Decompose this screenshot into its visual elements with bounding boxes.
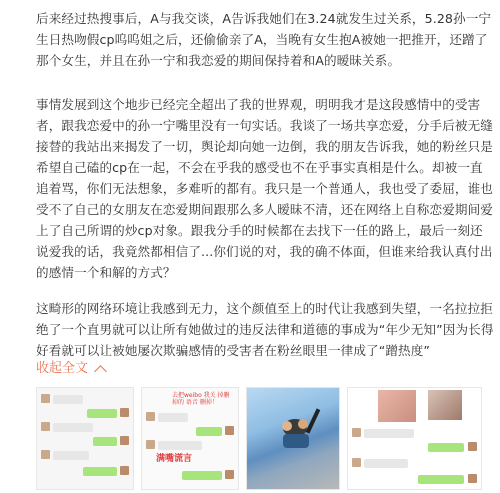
post-paragraph-1: 后来经过热搜事后，A与我交谈，A告诉我她们在3.24就发生过关系，5.28孙一宁生日热吻假cp呜呜姐之后，还偷偷亲了A，当晚有女生抱A被她一把推开，还蹭了那个女生，并且在孙一宁和我恋爱的期间保持着和A的暧昧关系。 <box>36 11 492 68</box>
thumbnail-chat-2[interactable] <box>141 387 239 490</box>
annotation-small: 去把weibo 我关 掉删掉的 语音 删掉！ <box>172 392 230 406</box>
chevron-up-icon <box>94 365 107 378</box>
thumbnail-photo[interactable] <box>246 387 340 490</box>
photo-attachment <box>428 390 462 420</box>
wound-photo <box>378 390 416 422</box>
post-paragraph-2: 事情发展到这个地步已经完全超出了我的世界观，明明我才是这段感情中的受害者，跟我恋爱中的孙一宁嘴里没有一句实话。我谈了一场共享恋爱，分手后被无缝接替的我站出来揭发了一切，舆论却向她一边倒，我的朋友告诉我，她的粉丝只是希望自己磕的cp在一起，不会在乎我的感受也不在乎事实真相是什么。却被一直追着骂，你们无法想象，多难听的都有。我只是一个普通人，我也受了委屈，谁也受不了自己的女朋友在恋爱期间跟那么多人暧昧不清，还在网络上自称恋爱期间爱上了自己所谓的炒cp对象。跟我分手的时候都在去找下一任的路上，最后一刻还说爱我的话，我竟然都相信了...你们说的对，我的确不体面，但谁来给我认真付出的感情一个和解的方式？ <box>36 97 493 280</box>
collapse-full-text-button[interactable] <box>36 360 105 378</box>
skydiver-figures <box>247 388 339 489</box>
collapse-label: 收起全文 <box>36 361 89 376</box>
image-gallery <box>36 387 486 489</box>
thumbnail-chat-3[interactable] <box>347 387 482 490</box>
post-paragraph-3: 这畸形的网络环境让我感到无力，这个颜值至上的时代让我感到失望，一名拉拉拒绝了一个直男就可以让所有她做过的违反法律和道德的事成为“年少无知”因为长得好看就可以让被她屡次欺骗感情的受害者在粉丝眼里一律成了“蹭热度” <box>36 301 494 358</box>
annotation-big: 满嘴谎言 <box>156 454 193 464</box>
avatar <box>41 394 50 403</box>
thumbnail-chat-1[interactable] <box>36 387 134 490</box>
